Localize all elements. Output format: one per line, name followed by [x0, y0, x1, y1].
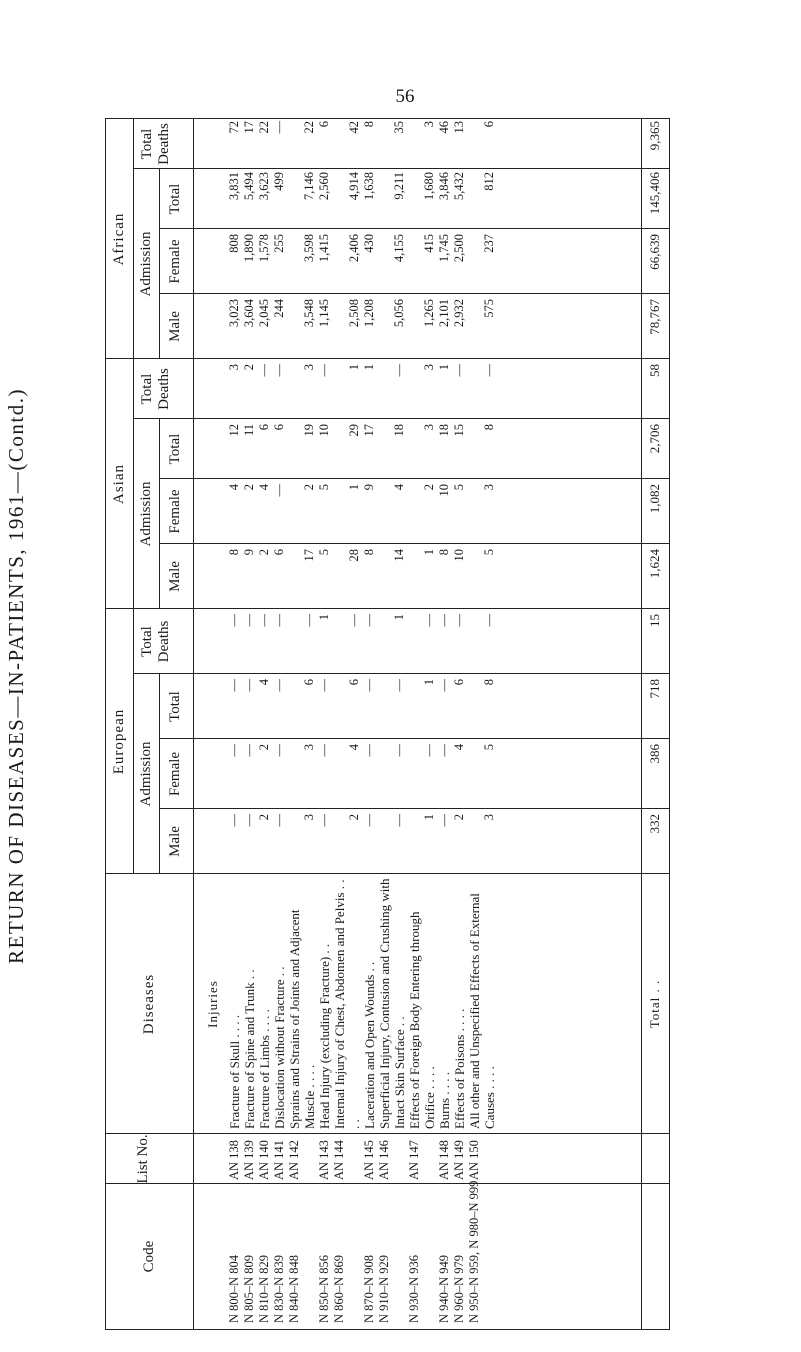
value-cell-as-deaths: 2 [242, 364, 256, 371]
total-af-total: 145,406 [647, 172, 662, 215]
list-no-cell: AN 148 [437, 1140, 451, 1180]
value-cell-eu-female: — [437, 744, 451, 757]
value-cell-af-deaths: 22 [302, 121, 316, 134]
code-cell: N 800–N 804 [227, 1254, 241, 1323]
value-cell-eu-male: — [437, 814, 451, 827]
total-as-total: 2,706 [647, 424, 662, 454]
header-af-total: Total [167, 183, 183, 215]
list-no-cell: AN 150 [467, 1140, 481, 1180]
value-cell-as-deaths: — [392, 364, 406, 377]
total-as-deaths: 58 [647, 364, 662, 377]
value-cell-af-total: 2,560 [317, 172, 331, 201]
header-as-male: Male [167, 561, 183, 592]
value-cell-eu-female: — [272, 744, 286, 757]
list-no-cell: AN 141 [272, 1140, 286, 1180]
value-cell-af-deaths: 13 [452, 121, 466, 134]
value-cell-af-male: 1,208 [362, 299, 376, 328]
value-cell-af-total: 812 [482, 172, 496, 191]
header-eu-total: Total [167, 691, 183, 722]
total-eu-female: 386 [647, 744, 662, 764]
value-cell-as-deaths: — [452, 364, 466, 377]
value-cell-af-female: 2,406 [347, 234, 361, 263]
value-cell-eu-male: 3 [302, 814, 316, 821]
disease-cell: Superficial Injury, Contusion and Crushing with Intact Skin Surface . . [377, 878, 407, 1129]
value-cell-eu-total: 6 [302, 679, 316, 686]
header-european: European [111, 708, 127, 775]
value-cell-af-deaths: 22 [257, 121, 271, 134]
value-cell-eu-female: 5 [482, 744, 496, 751]
code-cell: N 950–N 959, N 980–N 999 [467, 1180, 481, 1323]
code-cell: N 840–N 848 [287, 1254, 301, 1323]
value-cell-eu-male: — [392, 814, 406, 827]
value-cell-af-total: 7,146 [302, 172, 316, 201]
header-eu-deaths: Total Deaths [139, 620, 172, 663]
code-cell: N 850–N 856 [317, 1254, 331, 1323]
value-cell-af-deaths: — [272, 121, 286, 134]
value-cell-af-total: 4,914 [347, 172, 361, 201]
value-cell-af-total: 9,211 [392, 172, 406, 200]
value-cell-eu-female: — [392, 744, 406, 757]
value-cell-af-female: 415 [422, 234, 436, 253]
value-cell-as-female: 2 [302, 484, 316, 491]
value-cell-as-female: 2 [422, 484, 436, 491]
header-eu-admission: Admission [138, 741, 154, 807]
value-cell-eu-total: — [272, 679, 286, 692]
total-eu-total: 718 [647, 679, 662, 699]
disease-cell: All other and Unspecified Effects of External Causes . . . . [467, 893, 497, 1129]
page-title: RETURN OF DISEASES—IN-PATIENTS, 1961—(Contd.) [4, 388, 28, 965]
header-african: African [111, 212, 127, 266]
value-cell-eu-deaths: — [272, 614, 286, 627]
code-cell: N 810–N 829 [257, 1254, 271, 1323]
value-cell-as-male: 5 [482, 549, 496, 556]
disease-cell: Burns . . . . [437, 1071, 452, 1129]
value-cell-as-total: 18 [392, 424, 406, 437]
header-asian: Asian [111, 464, 127, 504]
value-cell-as-total: 6 [272, 424, 286, 431]
list-no-cell: AN 139 [242, 1140, 256, 1180]
value-cell-as-deaths: — [272, 364, 286, 377]
value-cell-af-female: 1,745 [437, 234, 451, 263]
value-cell-eu-deaths: — [302, 614, 316, 627]
value-cell-af-deaths: 72 [227, 121, 241, 134]
value-cell-as-female: 1 [347, 484, 361, 491]
value-cell-af-male: 2,932 [452, 299, 466, 328]
rotated-page [0, 121, 801, 1352]
value-cell-eu-total: 6 [347, 679, 361, 686]
code-cell: N 960–N 979 [452, 1254, 466, 1323]
value-cell-as-total: 6 [257, 424, 271, 431]
value-cell-af-deaths: 6 [317, 121, 331, 128]
value-cell-eu-deaths: 1 [317, 614, 331, 621]
value-cell-as-female: 4 [392, 484, 406, 491]
header-diseases: Diseases [141, 973, 157, 1035]
value-cell-eu-deaths: — [227, 614, 241, 627]
value-cell-af-total: 5,432 [452, 172, 466, 201]
value-cell-as-female: 5 [317, 484, 331, 491]
value-cell-af-male: 3,023 [227, 299, 241, 328]
value-cell-as-deaths: 3 [227, 364, 241, 371]
value-cell-af-male: 1,265 [422, 299, 436, 328]
disease-cell: Head Injury (excluding Fracture) . . [317, 943, 332, 1129]
value-cell-eu-total: 4 [257, 679, 271, 686]
value-cell-eu-female: 3 [302, 744, 316, 751]
value-cell-as-male: 8 [227, 549, 241, 556]
value-cell-as-total: 8 [482, 424, 496, 431]
value-cell-eu-deaths: — [452, 614, 466, 627]
disease-cell: Fracture of Limbs . . . . [257, 1009, 272, 1129]
value-cell-af-female: 2,500 [452, 234, 466, 263]
value-cell-as-total: 11 [242, 424, 256, 437]
list-no-cell: AN 146 [377, 1140, 391, 1180]
value-cell-af-female: 430 [362, 234, 376, 253]
value-cell-eu-female: — [362, 744, 376, 757]
value-cell-as-deaths: — [482, 364, 496, 377]
disease-cell: Effects of Foreign Body Entering through Orifice . . . . [407, 911, 437, 1129]
value-cell-eu-male: 3 [482, 814, 496, 821]
value-cell-as-total: 15 [452, 424, 466, 437]
value-cell-as-total: 3 [422, 424, 436, 431]
value-cell-as-male: 9 [242, 549, 256, 556]
section-label: Injuries [205, 980, 220, 1028]
value-cell-eu-female: — [422, 744, 436, 757]
value-cell-eu-total: — [362, 679, 376, 692]
value-cell-as-female: 4 [257, 484, 271, 491]
value-cell-as-female: 2 [242, 484, 256, 491]
value-cell-af-deaths: 6 [482, 121, 496, 128]
value-cell-as-male: 28 [347, 549, 361, 562]
value-cell-as-male: 5 [317, 549, 331, 556]
value-cell-af-total: 5,494 [242, 172, 256, 201]
value-cell-eu-deaths: — [422, 614, 436, 627]
value-cell-as-female: — [272, 484, 286, 497]
value-cell-af-deaths: 42 [347, 121, 361, 134]
value-cell-af-male: 3,604 [242, 299, 256, 328]
value-cell-as-deaths: — [317, 364, 331, 377]
value-cell-af-total: 499 [272, 172, 286, 191]
list-no-cell: AN 144 [332, 1140, 346, 1180]
list-no-cell: AN 138 [227, 1140, 241, 1180]
value-cell-af-male: 5,056 [392, 299, 406, 328]
value-cell-as-deaths: — [257, 364, 271, 377]
value-cell-as-male: 10 [452, 549, 466, 562]
value-cell-as-female: 3 [482, 484, 496, 491]
total-eu-deaths: 15 [647, 614, 662, 627]
value-cell-af-male: 3,548 [302, 299, 316, 328]
value-cell-eu-male: — [317, 814, 331, 827]
value-cell-as-total: 17 [362, 424, 376, 437]
value-cell-eu-female: 2 [257, 744, 271, 751]
value-cell-as-total: 29 [347, 424, 361, 437]
value-cell-af-deaths: 3 [422, 121, 436, 128]
header-as-admission: Admission [138, 481, 154, 547]
header-as-total: Total [167, 433, 183, 465]
value-cell-eu-female: 4 [452, 744, 466, 751]
value-cell-eu-male: 2 [347, 814, 361, 821]
value-cell-af-total: 1,638 [362, 172, 376, 201]
total-af-deaths: 9,365 [647, 121, 662, 151]
value-cell-eu-total: — [227, 679, 241, 692]
value-cell-eu-male: — [242, 814, 256, 827]
value-cell-eu-female: 4 [347, 744, 361, 751]
list-no-cell: AN 147 [407, 1140, 421, 1180]
value-cell-eu-deaths: — [257, 614, 271, 627]
total-as-female: 1,082 [647, 484, 662, 514]
code-cell: N 930–N 936 [407, 1254, 421, 1323]
value-cell-eu-male: — [227, 814, 241, 827]
total-eu-male: 332 [647, 814, 662, 834]
value-cell-af-female: 255 [272, 234, 286, 253]
list-no-cell: AN 143 [317, 1140, 331, 1180]
value-cell-as-total: 10 [317, 424, 331, 437]
total-af-male: 78,767 [647, 299, 662, 335]
disease-cell: Dislocation without Fracture . . [272, 966, 287, 1129]
value-cell-eu-total: 8 [482, 679, 496, 686]
total-label: Total . . [647, 979, 662, 1029]
value-cell-as-female: 9 [362, 484, 376, 491]
value-cell-as-deaths: 3 [422, 364, 436, 371]
value-cell-af-female: 1,415 [317, 234, 331, 263]
header-as-female: Female [167, 489, 183, 534]
disease-cell: Effects of Poisons . . . . [452, 1008, 467, 1129]
value-cell-as-deaths: 1 [437, 364, 451, 371]
value-cell-eu-total: 6 [452, 679, 466, 686]
disease-cell: Laceration and Open Wounds . . [362, 961, 377, 1129]
value-cell-eu-male: 1 [422, 814, 436, 821]
value-cell-af-male: 575 [482, 299, 496, 318]
value-cell-eu-female: — [317, 744, 331, 757]
value-cell-eu-deaths: — [362, 614, 376, 627]
list-no-cell: AN 149 [452, 1140, 466, 1180]
value-cell-af-deaths: 35 [392, 121, 406, 134]
total-af-female: 66,639 [647, 234, 662, 270]
disease-cell: Fracture of Spine and Trunk . . [242, 969, 257, 1129]
disease-cell: Internal Injury of Chest, Abdomen and Pelvis . . . . [332, 879, 362, 1129]
value-cell-as-total: 18 [437, 424, 451, 437]
value-cell-eu-deaths: 1 [392, 614, 406, 621]
header-af-deaths: Total Deaths [139, 123, 172, 165]
header-af-male: Male [167, 311, 183, 342]
value-cell-eu-total: 1 [422, 679, 436, 686]
value-cell-eu-total: — [317, 679, 331, 692]
value-cell-eu-deaths: — [242, 614, 256, 627]
value-cell-eu-male: 2 [257, 814, 271, 821]
value-cell-af-total: 1,680 [422, 172, 436, 201]
value-cell-as-deaths: 1 [362, 364, 376, 371]
list-no-cell: AN 140 [257, 1140, 271, 1180]
value-cell-af-female: 808 [227, 234, 241, 253]
value-cell-as-female: 5 [452, 484, 466, 491]
value-cell-eu-total: — [437, 679, 451, 692]
list-no-cell: AN 142 [287, 1140, 301, 1180]
value-cell-af-deaths: 8 [362, 121, 376, 128]
value-cell-as-male: 17 [302, 549, 316, 562]
value-cell-af-total: 3,623 [257, 172, 271, 201]
value-cell-eu-male: — [272, 814, 286, 827]
code-cell: N 940–N 949 [437, 1254, 451, 1323]
value-cell-af-female: 3,598 [302, 234, 316, 263]
value-cell-af-male: 2,508 [347, 299, 361, 328]
code-cell: N 860–N 869 [332, 1254, 346, 1323]
value-cell-af-female: 1,890 [242, 234, 256, 263]
header-eu-male: Male [167, 826, 183, 857]
value-cell-eu-deaths: — [482, 614, 496, 627]
value-cell-as-male: 8 [362, 549, 376, 556]
value-cell-as-male: 1 [422, 549, 436, 556]
value-cell-af-total: 3,846 [437, 172, 451, 201]
total-as-male: 1,624 [647, 549, 662, 579]
value-cell-as-female: 10 [437, 484, 451, 497]
value-cell-eu-male: 2 [452, 814, 466, 821]
value-cell-af-total: 3,831 [227, 172, 241, 201]
value-cell-as-male: 2 [257, 549, 271, 556]
value-cell-eu-female: — [227, 744, 241, 757]
code-cell: N 870–N 908 [362, 1254, 376, 1323]
value-cell-eu-total: — [392, 679, 406, 692]
disease-cell: Sprains and Strains of Joints and Adjacent Muscle . . . . [287, 909, 317, 1129]
value-cell-as-deaths: 3 [302, 364, 316, 371]
code-cell: N 830–N 839 [272, 1254, 286, 1323]
code-cell: N 805–N 809 [242, 1254, 256, 1323]
value-cell-eu-total: — [242, 679, 256, 692]
value-cell-as-deaths: 1 [347, 364, 361, 371]
value-cell-af-male: 1,145 [317, 299, 331, 328]
page-number: 56 [395, 86, 415, 107]
value-cell-eu-female: — [242, 744, 256, 757]
value-cell-eu-male: — [362, 814, 376, 827]
value-cell-as-male: 6 [272, 549, 286, 556]
value-cell-as-total: 12 [227, 424, 241, 437]
value-cell-as-female: 4 [227, 484, 241, 491]
value-cell-af-male: 2,101 [437, 299, 451, 328]
header-code: Code [141, 1240, 157, 1273]
diseases-table [105, 118, 670, 1330]
header-as-deaths: Total Deaths [139, 368, 172, 410]
header-af-admission: Admission [138, 231, 154, 297]
value-cell-eu-deaths: — [347, 614, 361, 627]
value-cell-as-total: 19 [302, 424, 316, 437]
value-cell-af-female: 1,578 [257, 234, 271, 263]
value-cell-af-female: 4,155 [392, 234, 406, 263]
value-cell-af-deaths: 17 [242, 121, 256, 134]
value-cell-af-male: 244 [272, 299, 286, 318]
value-cell-af-deaths: 46 [437, 121, 451, 134]
code-cell: N 910–N 929 [377, 1254, 391, 1323]
header-list-no: List No. [135, 1134, 151, 1184]
disease-cell: Fracture of Skull . . . . [227, 1014, 242, 1129]
list-no-cell: AN 145 [362, 1140, 376, 1180]
header-af-female: Female [167, 239, 183, 284]
header-eu-female: Female [167, 751, 183, 797]
value-cell-af-female: 237 [482, 234, 496, 253]
value-cell-as-male: 8 [437, 549, 451, 556]
value-cell-af-male: 2,045 [257, 299, 271, 328]
value-cell-eu-deaths: — [437, 614, 451, 627]
value-cell-as-male: 14 [392, 549, 406, 562]
